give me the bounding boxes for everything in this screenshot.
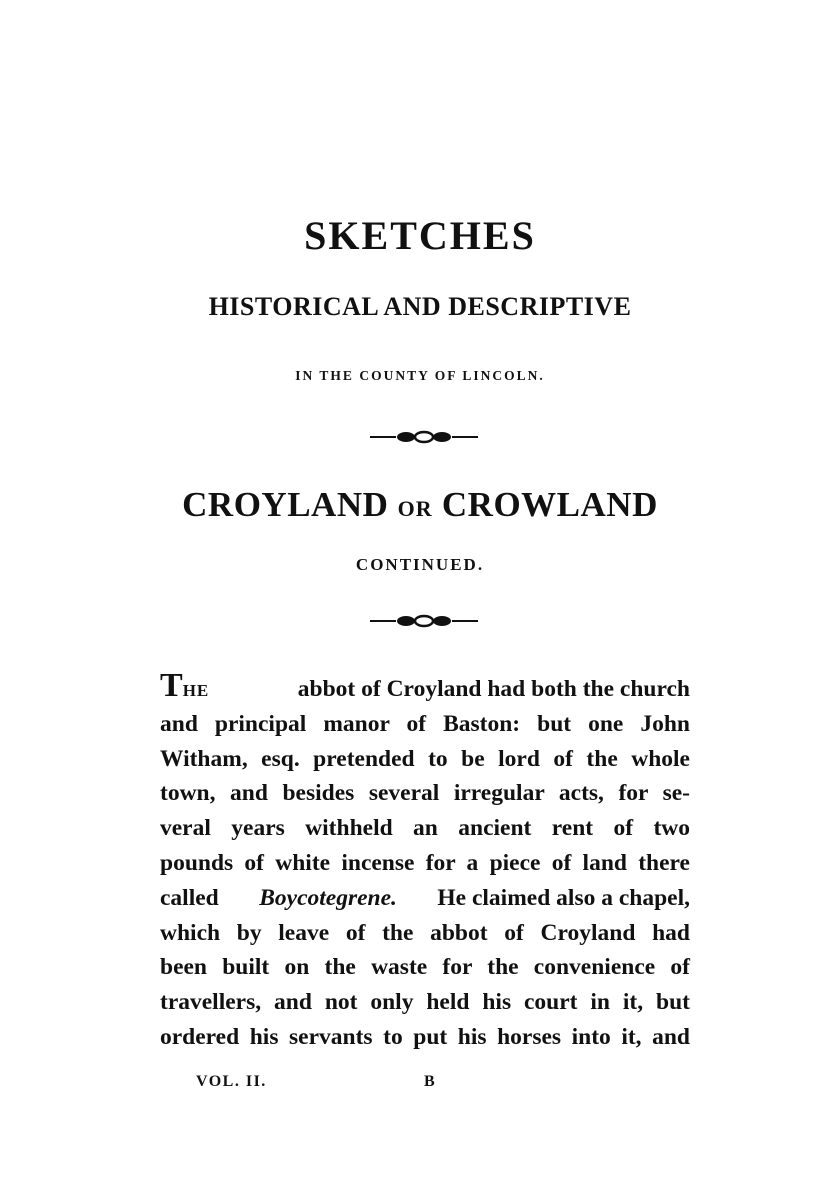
text-line <box>160 667 690 707</box>
small-caps-word: HE <box>182 681 210 700</box>
text-line-content: and principal manor of Baston: but one John <box>160 710 690 737</box>
text-line-content: abbot of Croyland had both the church <box>297 676 690 702</box>
text-line <box>160 950 690 985</box>
text-line-content: town, and besides several irregular acts, for se- <box>160 780 690 807</box>
text-line <box>160 742 690 777</box>
ornament-divider <box>368 430 480 444</box>
ornament-divider <box>368 614 480 628</box>
locality-line: IN THE COUNTY OF LINCOLN. <box>295 368 545 383</box>
text-line <box>160 707 690 742</box>
signature-mark: B <box>424 1073 437 1090</box>
text-line <box>160 881 690 916</box>
volume-label: VOL. II. <box>196 1073 267 1090</box>
page-subtitle: HISTORICAL AND DESCRIPTIVE <box>208 292 632 321</box>
text-line <box>160 846 690 881</box>
text-line <box>160 776 690 811</box>
text-line <box>160 1020 690 1055</box>
continued-label: CONTINUED. <box>355 555 485 574</box>
text-line-content <box>160 881 690 916</box>
text-segment: He claimed also a chapel, <box>437 884 690 911</box>
text-line-content: Witham, esq. pretended to be lord of the whole <box>160 745 690 772</box>
text-line <box>160 985 690 1020</box>
drop-cap: T <box>160 667 183 704</box>
section-title-part2: CROWLAND <box>441 485 658 524</box>
text-line-content: been built on the waste for the convenience of <box>160 954 690 981</box>
text-line-content: ordered his servants to put his horses into it, and <box>160 1023 690 1050</box>
text-line-content: travellers, and not only held his court in it, but <box>160 989 690 1016</box>
text-line-content: veral years withheld an ancient rent of two <box>160 815 690 842</box>
italic-place-name: Boycotegrene. <box>259 884 397 911</box>
page-title: SKETCHES <box>304 213 536 258</box>
section-title <box>0 485 840 525</box>
section-title-connector: OR <box>397 496 433 521</box>
text-segment: called <box>160 884 219 911</box>
text-line-content: pounds of white incense for a piece of land there <box>160 849 690 876</box>
text-line-content: which by leave of the abbot of Croyland had <box>160 919 690 946</box>
text-line <box>160 916 690 951</box>
first-line-opening <box>160 667 210 707</box>
section-title-part1: CROYLAND <box>182 485 389 524</box>
text-line <box>160 811 690 846</box>
body-paragraph <box>160 667 690 1055</box>
